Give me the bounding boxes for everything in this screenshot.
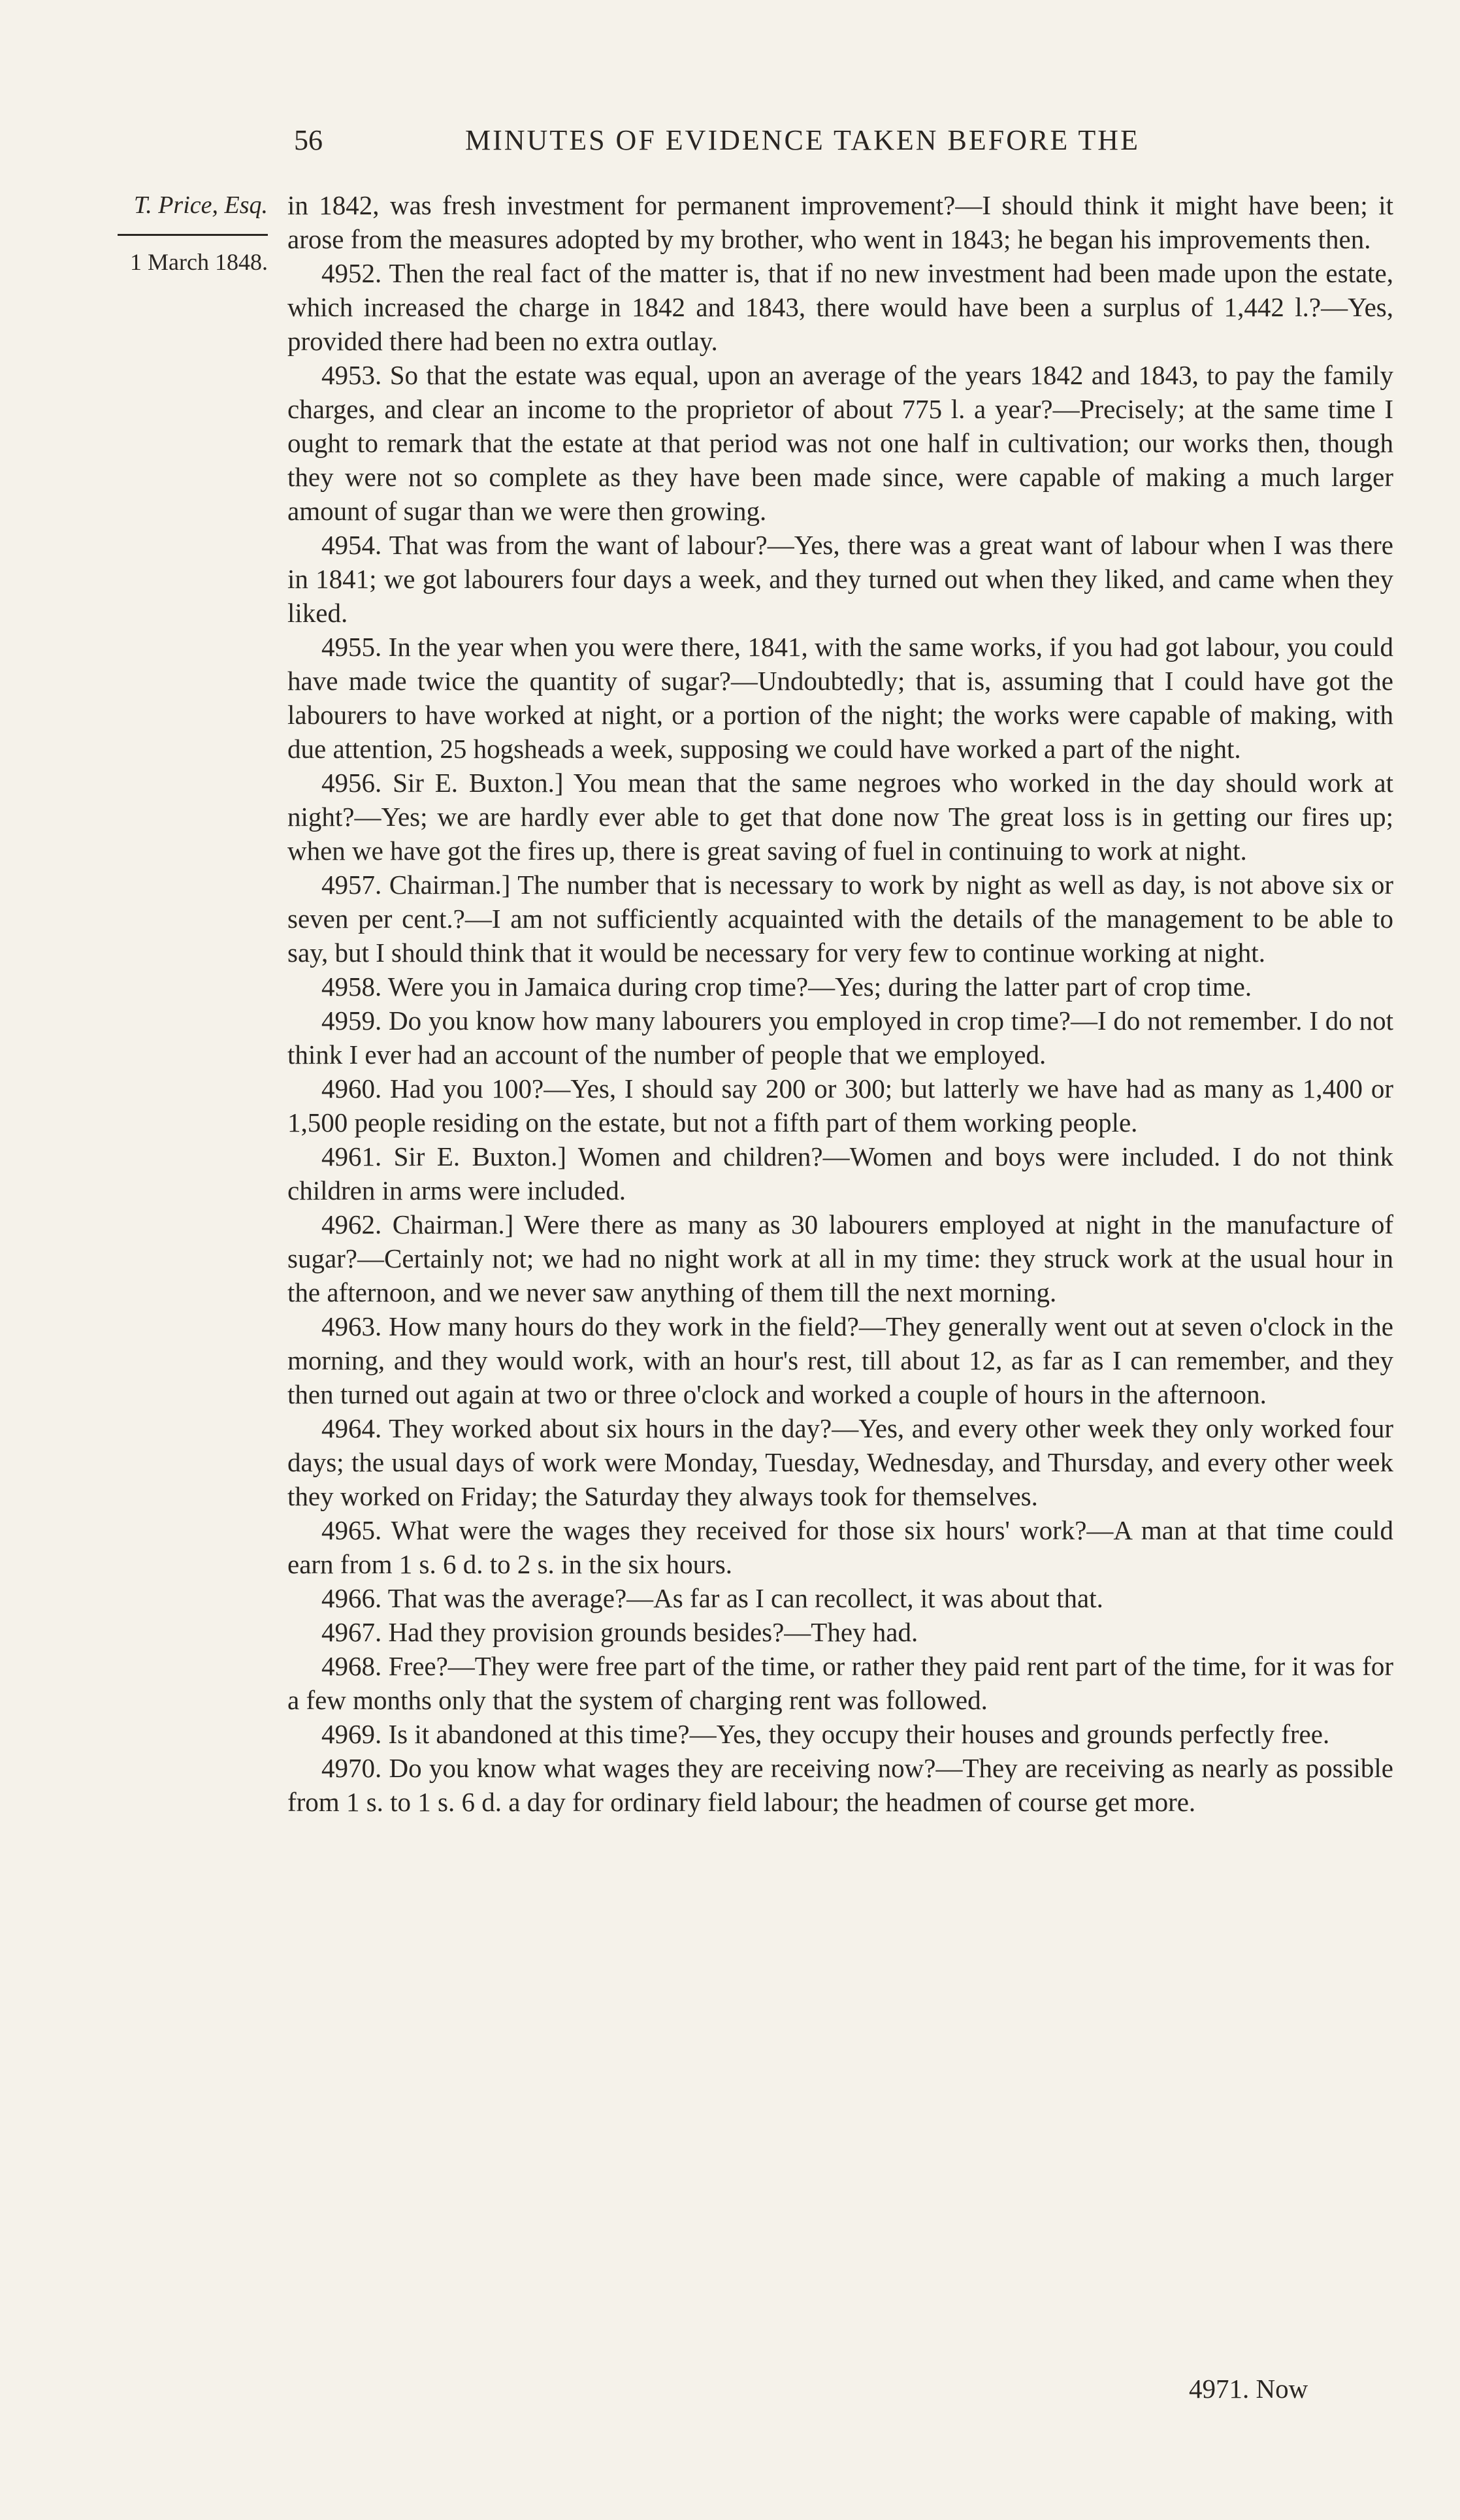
question-4965: 4965. What were the wages they received for those six hours' work?—A man at that time could earn from 1 s. 6 d. to 2 s. in the six hours. [287,1515,1393,1579]
question-4960: 4960. Had you 100?—Yes, I should say 200 or 300; but latterly we have had as many as 1,400 or 1,500 people residing on the estate, but not a fifth part of them working people. [287,1073,1393,1137]
question-4954: 4954. That was from the want of labour?—Yes, there was a great want of labour when I was there in 1841; we got labourers four days a week, and they turned out when they liked, and came when they liked. [287,530,1393,628]
question-4964: 4964. They worked about six hours in the day?—Yes, and every other week they only worked four days; the usual days of work were Monday, Tuesday, Wednesday, and Thursday, and every other week they worked on Friday; the Saturday they always took for themselves. [287,1413,1393,1511]
question-4955: 4955. In the year when you were there, 1841, with the same works, if you had got labour, you could have made twice the quantity of sugar?—Undoubtedly; that is, assuming that I could have got the labourers to have worked at night, or a portion of the night; the works were capable of making, with due attention, 25 hogsheads a week, supposing we could have worked a part of the night. [287,632,1393,764]
question-4959: 4959. Do you know how many labourers you employed in crop time?—I do not remember. I do not think I ever had an account of the number of people that we employed. [287,1006,1393,1070]
page-number: 56 [294,124,323,156]
question-4957: 4957. Chairman.] The number that is necessary to work by night as well as day, is not above six or seven per cent.?—I am not sufficiently acquainted with the details of the management to be able to say, but I should think that it would be necessary for very few to continue working at night. [287,870,1393,968]
question-4970: 4970. Do you know what wages they are receiving now?—They are receiving as nearly as possible from 1 s. to 1 s. 6 d. a day for ordinary field labour; the headmen of course get more. [287,1753,1393,1817]
question-4962: 4962. Chairman.] Were there as many as 30 labourers employed at night in the manufacture of sugar?—Certainly not; we had no night work at all in my time: they struck work at the usual hour in the afternoon, and we never saw anything of them till the next morning. [287,1209,1393,1307]
witness-name: T. Price, Esq. [133,191,268,219]
question-4958: 4958. Were you in Jamaica during crop time?—Yes; during the latter part of crop time. [321,972,1252,1002]
question-4966: 4966. That was the average?—As far as I can recollect, it was about that. [321,1583,1103,1613]
margin-rule [118,234,268,236]
page-header [294,118,1404,163]
hearing-date: 1 March 1848. [130,249,268,275]
question-4953: 4953. So that the estate was equal, upon an average of the years 1842 and 1843, to pay the family charges, and clear an income to the proprietor of about 775 l. a year?—Precisely; at the same time I ought to remark that the estate at that period was not one half in cultivation; our works then, though they were not so complete as they have been made since, were capable of making a much larger amount of sugar than we were then growing. [287,360,1393,526]
running-title: MINUTES OF EVIDENCE TAKEN BEFORE THE [465,124,1140,156]
margin-note [52,188,268,279]
question-4968: 4968. Free?—They were free part of the time, or rather they paid rent part of the time, for it was for a few months only that the system of charging rent was followed. [287,1651,1393,1715]
evidence-text [287,188,1393,1819]
catchword: 4971. Now [1189,2374,1308,2404]
question-4952: 4952. Then the real fact of the matter is, that if no new investment had been made upon the estate, which increased the charge in 1842 and 1843, there would have been a surplus of 1,442 l.?—Yes, provided there had been no extra outlay. [287,258,1393,356]
question-4956: 4956. Sir E. Buxton.] You mean that the same negroes who worked in the day should work at night?—Yes; we are hardly ever able to get that done now The great loss is in getting our fires up; when we have got the fires up, there is great saving of fuel in continuing to work at night. [287,768,1393,866]
paragraph-continuation: in 1842, was fresh investment for permanent improvement?—I should think it might have been; it arose from the measures adopted by my brother, who went in 1843; he began his improvements then. [287,190,1393,254]
question-4969: 4969. Is it abandoned at this time?—Yes, they occupy their houses and grounds perfectly free. [321,1719,1330,1749]
question-4967: 4967. Had they provision grounds besides?—They had. [321,1617,918,1647]
question-4963: 4963. How many hours do they work in the field?—They generally went out at seven o'clock in the morning, and they would work, with an hour's rest, till about 12, as far as I can remember, and they then turned out again at two or three o'clock and worked a couple of hours in the afternoon. [287,1311,1393,1409]
question-4961: 4961. Sir E. Buxton.] Women and children?—Women and boys were included. I do not think children in arms were included. [287,1141,1393,1205]
